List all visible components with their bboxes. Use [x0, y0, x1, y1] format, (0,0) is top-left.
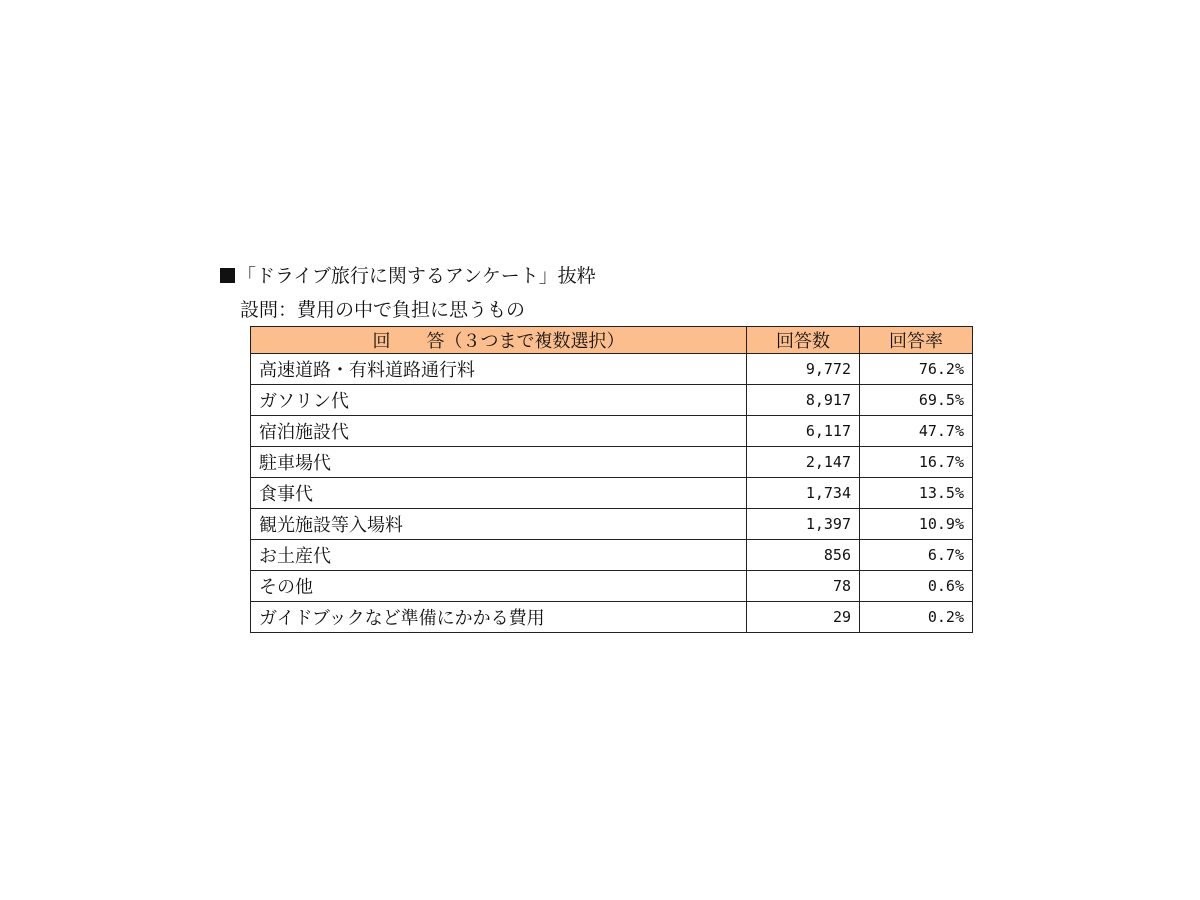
count-cell: 8,917 — [747, 385, 860, 416]
rate-cell: 16.7% — [860, 447, 973, 478]
count-cell: 6,117 — [747, 416, 860, 447]
answer-cell: 観光施設等入場料 — [251, 509, 747, 540]
table-row — [251, 602, 973, 633]
document-title — [220, 262, 596, 290]
table-row — [251, 478, 973, 509]
count-cell: 856 — [747, 540, 860, 571]
count-cell: 1,397 — [747, 509, 860, 540]
title-text: 「ドライブ旅行に関するアンケート」抜粋 — [237, 265, 596, 287]
answer-cell: 高速道路・有料道路通行料 — [251, 354, 747, 385]
rate-cell: 47.7% — [860, 416, 973, 447]
rate-cell: 76.2% — [860, 354, 973, 385]
rate-cell: 13.5% — [860, 478, 973, 509]
count-cell: 78 — [747, 571, 860, 602]
header-count: 回答数 — [747, 327, 860, 354]
rate-cell: 0.6% — [860, 571, 973, 602]
answer-cell: ガソリン代 — [251, 385, 747, 416]
answer-cell: その他 — [251, 571, 747, 602]
table-row — [251, 447, 973, 478]
count-cell: 1,734 — [747, 478, 860, 509]
count-cell: 2,147 — [747, 447, 860, 478]
header-rate: 回答率 — [860, 327, 973, 354]
black-square-icon — [220, 268, 235, 283]
rate-cell: 0.2% — [860, 602, 973, 633]
rate-cell: 10.9% — [860, 509, 973, 540]
table-header-row — [251, 327, 973, 354]
table-row — [251, 509, 973, 540]
answer-cell: 食事代 — [251, 478, 747, 509]
table-body — [251, 354, 973, 633]
table-row — [251, 571, 973, 602]
rate-cell: 6.7% — [860, 540, 973, 571]
question-subtitle: 設問：費用の中で負担に思うもの — [240, 299, 526, 321]
count-cell: 9,772 — [747, 354, 860, 385]
rate-cell: 69.5% — [860, 385, 973, 416]
answer-cell: 駐車場代 — [251, 447, 747, 478]
table-row — [251, 540, 973, 571]
table-row — [251, 354, 973, 385]
answer-cell: ガイドブックなど準備にかかる費用 — [251, 602, 747, 633]
table-row — [251, 385, 973, 416]
header-answer: 回 答（３つまで複数選択） — [251, 327, 747, 354]
table-row — [251, 416, 973, 447]
answer-cell: 宿泊施設代 — [251, 416, 747, 447]
survey-table — [250, 326, 973, 633]
answer-cell: お土産代 — [251, 540, 747, 571]
count-cell: 29 — [747, 602, 860, 633]
